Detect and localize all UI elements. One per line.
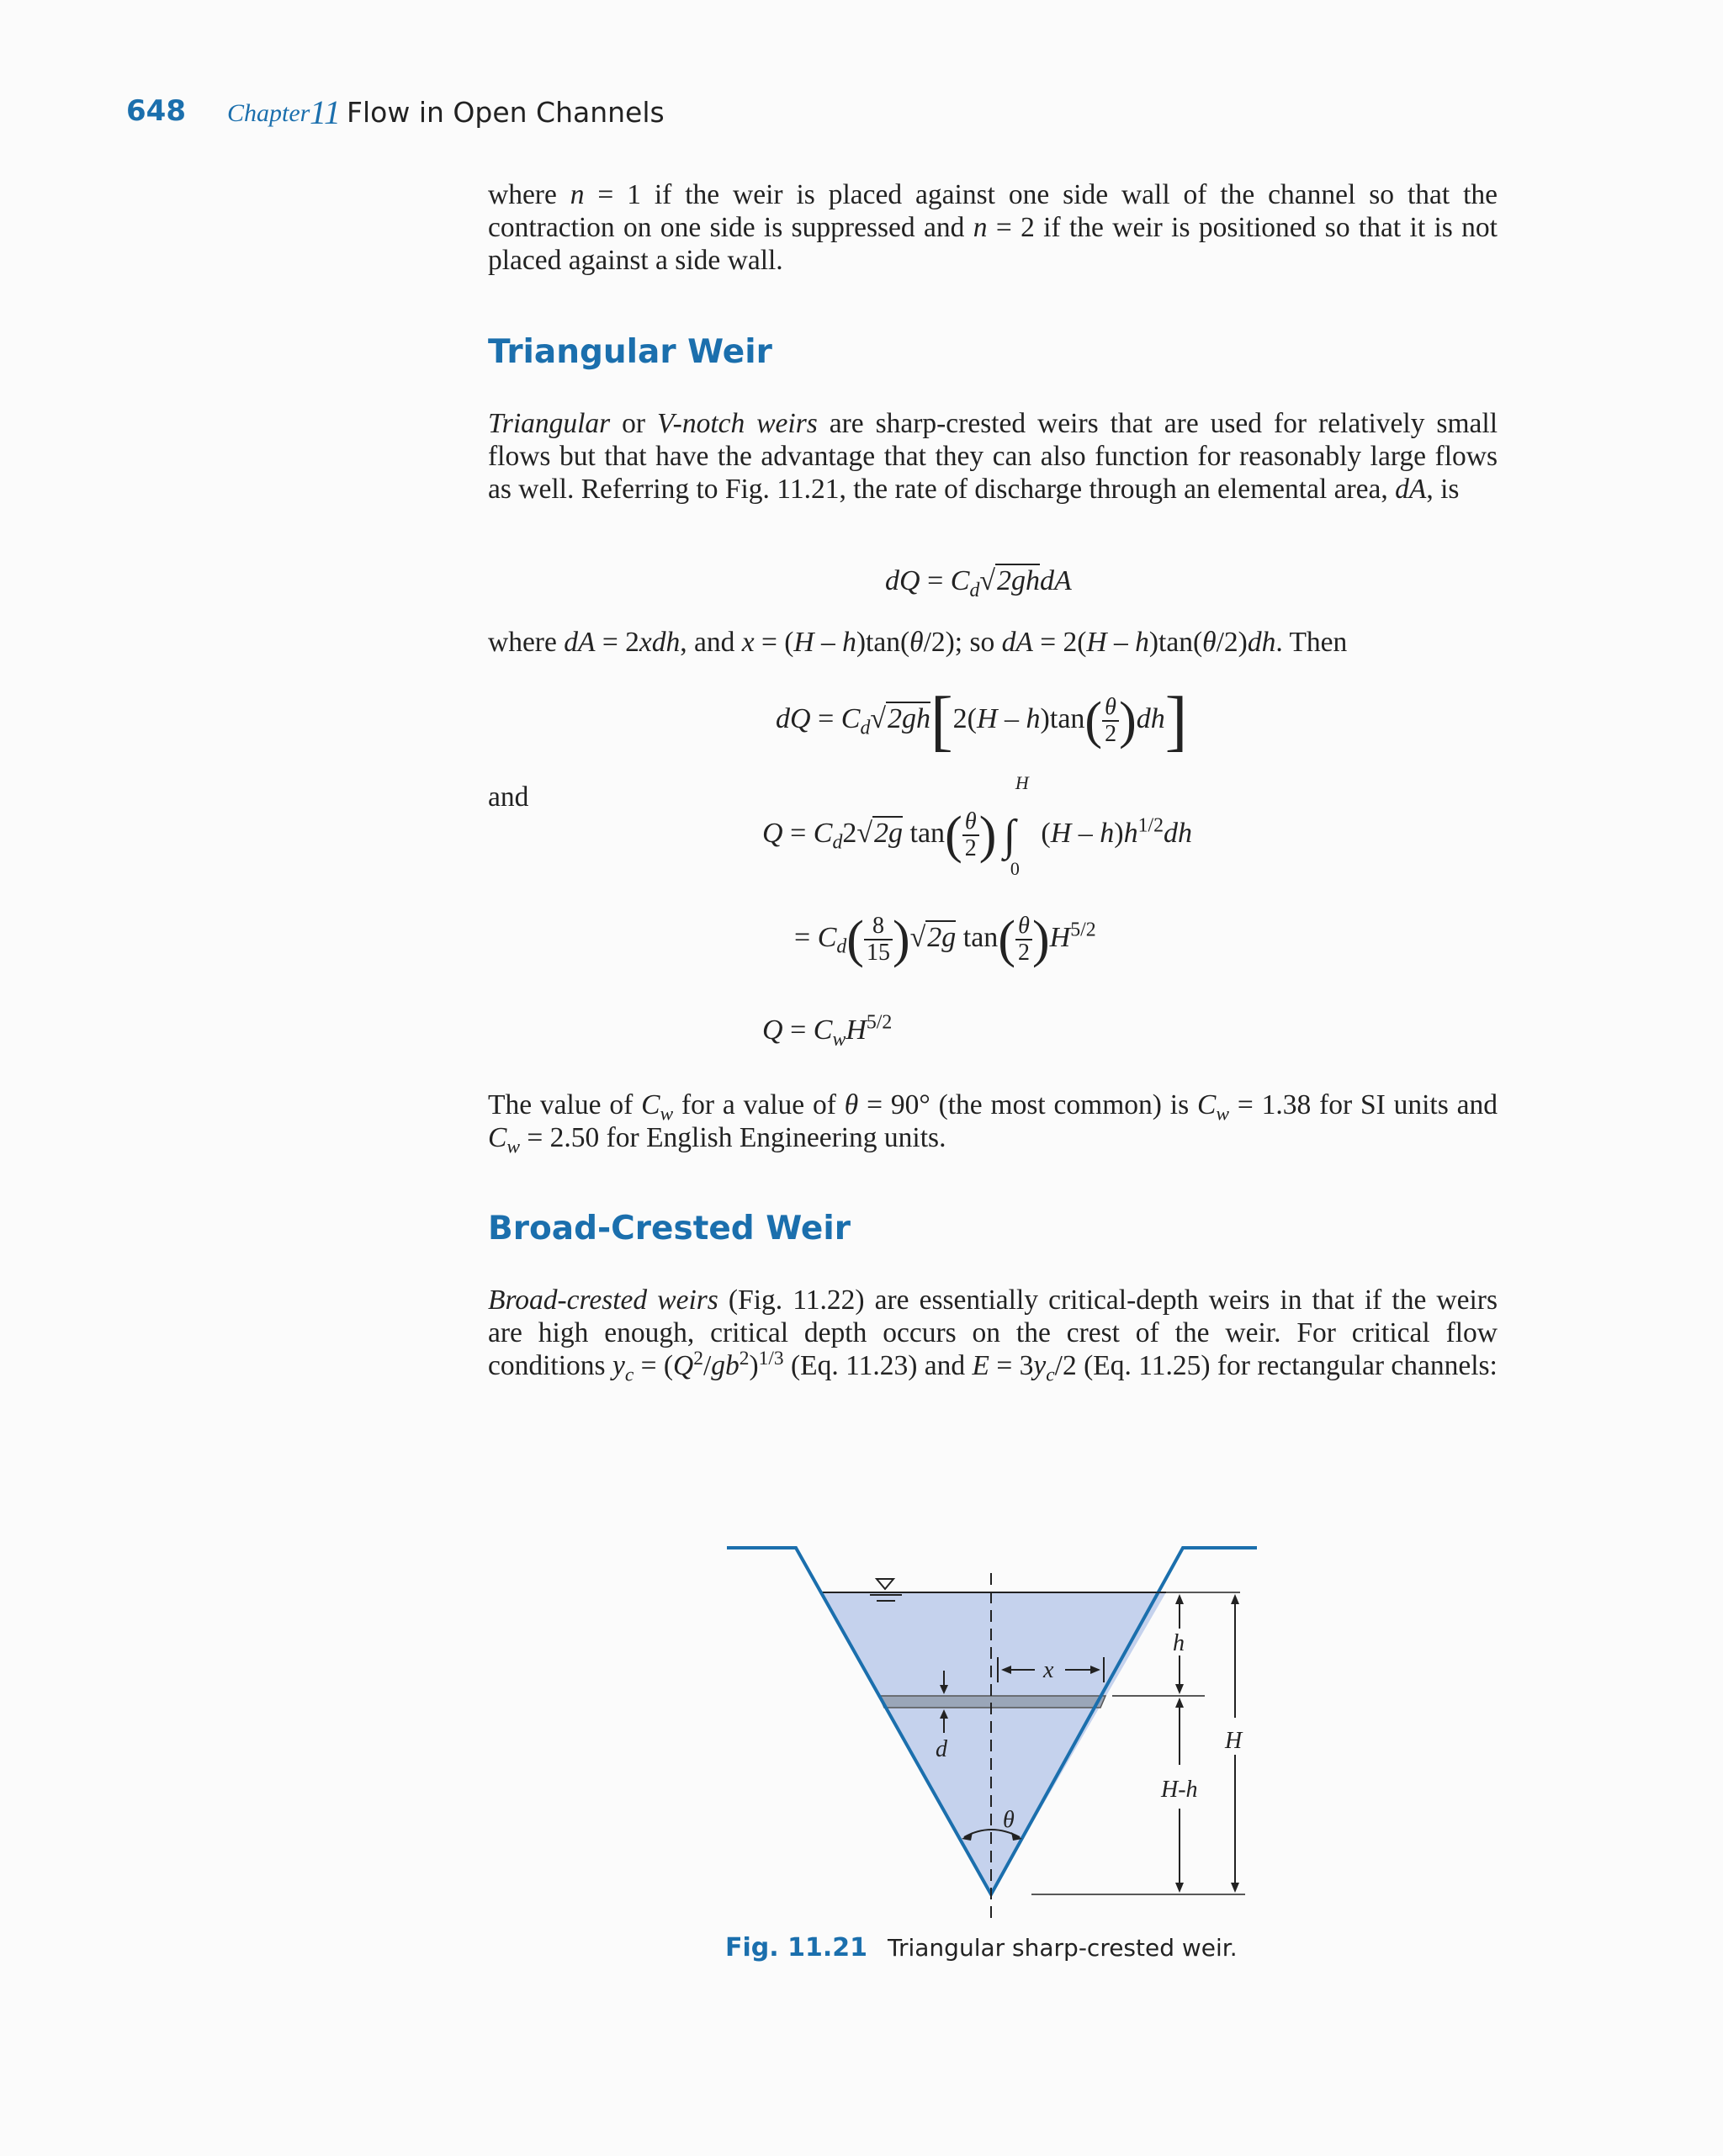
figure-caption-text: Triangular sharp-crested weir. xyxy=(887,1934,1238,1962)
figure-caption-label: Fig. 11.21 xyxy=(725,1933,867,1963)
label-theta: θ xyxy=(1003,1807,1015,1833)
chapter-label: Chapter xyxy=(227,99,310,127)
equation-q-integral: $Q = C_d2√2g$ tan( $\frac{\theta}{2}$ ) H ∫ 0 $(H - h)h^{1/2}dh$ xyxy=(762,771,1193,879)
intro-paragraph: where n = 1 if the weir is placed against one side wall of the channel so that the contraction on one side is suppressed and n = 2 if the weir is positioned so that it is not placed against a side wall. xyxy=(488,179,1498,276)
where-da-line: where dA = 2xdh, and x = (H – h)tan(θ/2); so dA = 2(H – h)tan(θ/2)dh. Then xyxy=(488,627,1348,658)
chapter-title: Flow in Open Channels xyxy=(347,96,665,129)
label-H-minus-h: H-h xyxy=(1161,1777,1198,1803)
label-d: d xyxy=(936,1736,947,1762)
section-heading-triangular-weir: Triangular Weir xyxy=(488,333,772,371)
equation-dq-elemental: dQ = $C_d√2ghdA$ xyxy=(885,565,1072,601)
label-x: x xyxy=(1043,1657,1054,1683)
and-word: and xyxy=(488,781,529,813)
broad-crested-paragraph: Broad-crested weirs (Fig. 11.22) are essentially critical-depth weirs in that if the weirs are high enough, critical depth occurs on the crest of the weir. For critical flow conditions $y_c = (Q^2/gb^2)^{1/3}$ (Eq. 11.23) and $E = 3y_c/2$ (Eq. 11.25) for rectangular channels: xyxy=(488,1285,1498,1386)
figure-caption xyxy=(725,1933,1238,1963)
water-region xyxy=(822,1592,1166,1894)
section-heading-broad-crested-weir: Broad-Crested Weir xyxy=(488,1210,851,1248)
triangular-weir-paragraph: Triangular or V-notch weirs are sharp-crested weirs that are used for relatively small flows but that have the advantage that they can also function for reasonably large flows as well. Referring to Fig. 11.21, the rate of discharge through an elemental area, dA, is xyxy=(488,408,1498,505)
equation-dq-expanded: dQ = $C_d√2gh[2(H - h)\tan$( $\frac{\theta}{2}$ )dh] xyxy=(776,684,1188,758)
page-number: 648 xyxy=(126,94,186,128)
equation-q-result: = $C_d$( $\frac{8}{15}$ )√2g tan( $\frac{\theta}{2}$ )$H^{5/2}$ xyxy=(794,911,1096,968)
equation-q-weir-coefficient: $Q = C_wH^{5/2}$ xyxy=(762,1011,893,1051)
label-H: H xyxy=(1225,1728,1243,1754)
label-h: h xyxy=(1173,1630,1185,1656)
cw-value-paragraph: The value of $C_w$ for a value of θ = 90° (the most common) is $C_w = 1.38$ for SI units and $C_w = 2.50$ for English Engineering units. xyxy=(488,1089,1498,1158)
elemental-strip xyxy=(879,1696,1105,1708)
chapter-number: 11 xyxy=(310,93,342,131)
